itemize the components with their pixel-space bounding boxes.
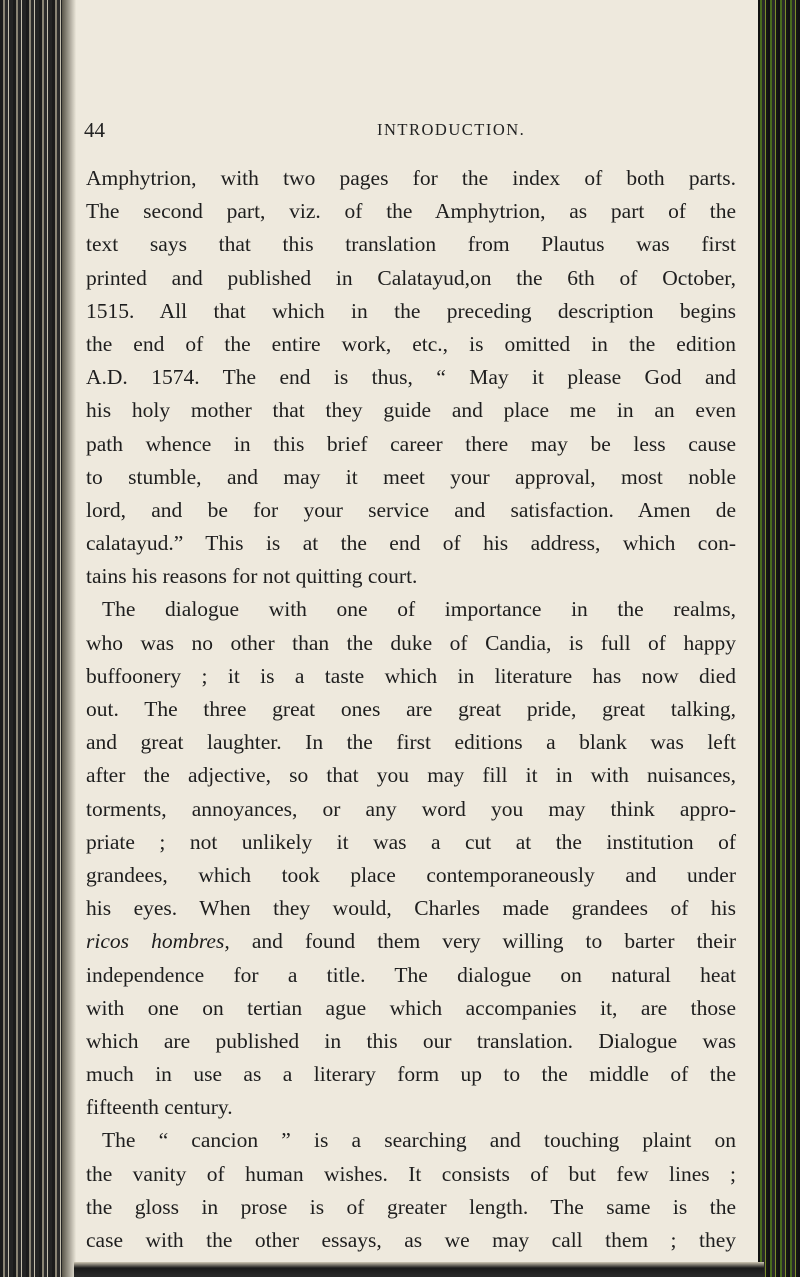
text-line: grandees, which took place contemporaneously and under bbox=[86, 862, 736, 887]
text-line bbox=[86, 925, 736, 958]
text-line: case with the other essays, as we may call them ; they bbox=[86, 1228, 736, 1252]
page-number: 44 bbox=[84, 118, 105, 142]
text-line: path whence in this brief career there may be less cause bbox=[86, 431, 736, 456]
text-line: lord, and be for your service and satisfaction. Amen de bbox=[86, 497, 736, 522]
text-line: which are published in this our translation. Dialogue was bbox=[86, 1028, 736, 1053]
text-line: The dialogue with one of importance in the realms, bbox=[102, 597, 736, 622]
text-line: out. The three great ones are great pride, great talking, bbox=[86, 697, 736, 721]
body-text bbox=[86, 162, 736, 1257]
text-line: the end of the entire work, etc., is omitted in the edition bbox=[86, 331, 736, 356]
text-fragment: 1574. The end is thus, “ May it please God and bbox=[151, 365, 737, 390]
book-edge-bottom bbox=[74, 1262, 764, 1277]
text-line: torments, annoyances, or any word you may think appro- bbox=[86, 796, 736, 821]
text-line: 1515. All that which in the preceding description begins bbox=[86, 298, 736, 323]
text-line: printed and published in Calatayud,on the 6th of October, bbox=[86, 265, 736, 290]
page-fold-shadow bbox=[62, 0, 76, 1277]
text-line: calatayud.” This is at the end of his address, which con- bbox=[86, 531, 736, 556]
text-line: independence for a title. The dialogue on natural heat bbox=[86, 962, 736, 987]
text-line: and great laughter. In the first editions a blank was left bbox=[86, 730, 736, 755]
text-line: Amphytrion, with two pages for the index of both parts. bbox=[86, 166, 736, 190]
text-line: who was no other than the duke of Candia, is full of happy bbox=[86, 630, 736, 655]
text-line: to stumble, and may it meet your approval, most noble bbox=[86, 464, 736, 489]
text-line: the gloss in prose is of greater length. The same is the bbox=[86, 1194, 736, 1219]
text-line: fifteenth century. bbox=[86, 1095, 233, 1120]
running-head bbox=[84, 118, 744, 146]
text-line: buffoonery ; it is a taste which in literature has now died bbox=[86, 663, 736, 688]
text-line: the vanity of human wishes. It consists of but few lines ; bbox=[86, 1161, 736, 1186]
book-edge-right bbox=[758, 0, 800, 1277]
text-fragment: and found them very willing to barter their bbox=[251, 929, 736, 954]
text-line: with one on tertian ague which accompanies it, are those bbox=[86, 995, 736, 1020]
running-title: INTRODUCTION. bbox=[377, 120, 526, 139]
text-line: The “ cancion ” is a searching and touching plaint on bbox=[102, 1128, 736, 1153]
text-line bbox=[86, 361, 736, 394]
text-line: tains his reasons for not quitting court. bbox=[86, 564, 418, 589]
text-line: his holy mother that they guide and place me in an even bbox=[86, 398, 736, 423]
italic-phrase: ricos hombres, bbox=[86, 929, 230, 954]
text-line: The second part, viz. of the Amphytrion, as part of the bbox=[86, 199, 736, 224]
text-line: priate ; not unlikely it was a cut at the institution of bbox=[86, 829, 736, 854]
text-line: his eyes. When they would, Charles made grandees of his bbox=[86, 896, 736, 921]
text-line: after the adjective, so that you may fill it in with nuisances, bbox=[86, 763, 736, 788]
era-abbreviation: A.D. bbox=[86, 365, 128, 390]
text-line: text says that this translation from Plautus was first bbox=[86, 232, 736, 257]
text-line: much in use as a literary form up to the middle of the bbox=[86, 1062, 736, 1087]
